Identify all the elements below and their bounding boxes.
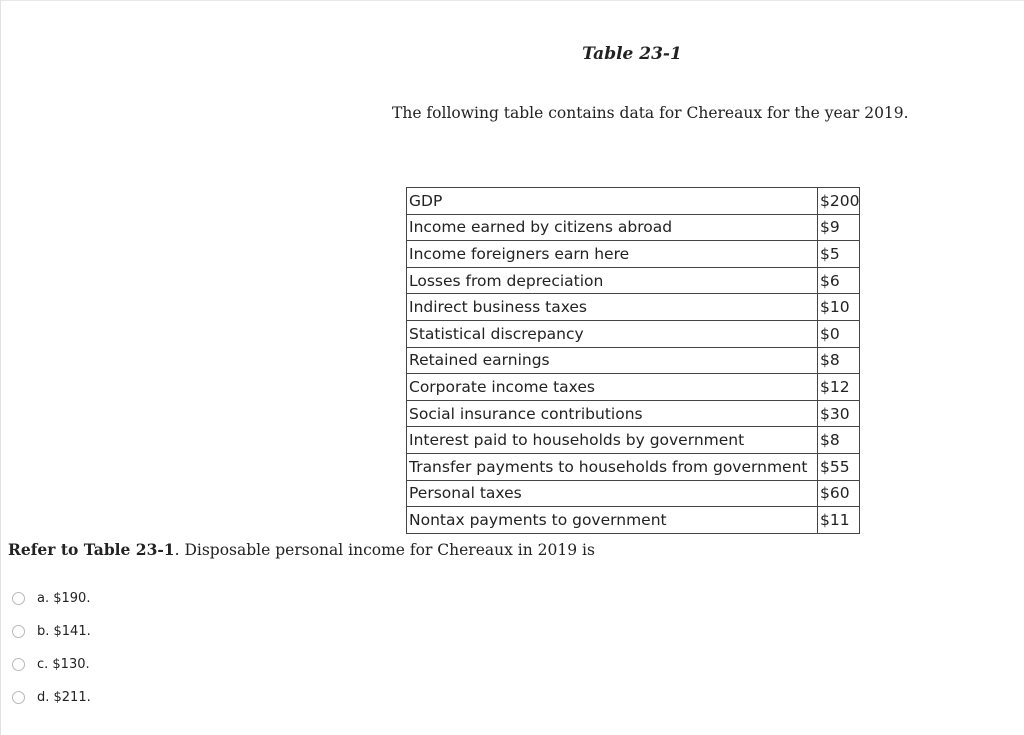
row-label: Transfer payments to households from government [407,453,818,480]
question-text [8,540,595,559]
row-value: $6 [818,267,860,294]
table-row [407,507,860,534]
table-row [407,427,860,454]
table-row [407,453,860,480]
row-label: GDP [407,188,818,215]
table-row [407,241,860,268]
national-income-table [406,187,860,534]
row-value: $60 [818,480,860,507]
answer-option-a[interactable] [12,582,91,615]
row-value: $200 [818,188,860,215]
answer-option-c[interactable] [12,648,91,681]
radio-button-d[interactable] [12,691,25,704]
row-value: $55 [818,453,860,480]
radio-button-b[interactable] [12,625,25,638]
option-label[interactable]: a. $190. [37,591,91,606]
table-row [407,374,860,401]
row-label: Retained earnings [407,347,818,374]
row-label: Indirect business taxes [407,294,818,321]
option-label[interactable]: b. $141. [37,624,91,639]
table-intro-text: The following table contains data for Chereaux for the year 2019. [392,104,909,122]
radio-button-a[interactable] [12,592,25,605]
answer-option-b[interactable] [12,615,91,648]
radio-button-c[interactable] [12,658,25,671]
left-divider [0,0,1,735]
row-value: $12 [818,374,860,401]
option-label[interactable]: d. $211. [37,690,91,705]
answer-options [12,582,91,714]
row-label: Social insurance contributions [407,400,818,427]
option-label[interactable]: c. $130. [37,657,90,672]
table-row [407,188,860,215]
row-label: Losses from depreciation [407,267,818,294]
row-value: $8 [818,427,860,454]
row-label: Income foreigners earn here [407,241,818,268]
table-row [407,214,860,241]
row-label: Statistical discrepancy [407,320,818,347]
top-divider [0,0,1024,1]
table-row [407,320,860,347]
row-value: $10 [818,294,860,321]
row-label: Nontax payments to government [407,507,818,534]
row-value: $8 [818,347,860,374]
row-label: Personal taxes [407,480,818,507]
table-row [407,400,860,427]
table-row [407,347,860,374]
table-row [407,294,860,321]
row-value: $5 [818,241,860,268]
answer-option-d[interactable] [12,681,91,714]
row-value: $0 [818,320,860,347]
row-value: $11 [818,507,860,534]
row-value: $30 [818,400,860,427]
question-reference: Refer to Table 23-1 [8,540,175,559]
question-body: . Disposable personal income for Chereaux in 2019 is [174,541,595,559]
table-row [407,267,860,294]
row-value: $9 [818,214,860,241]
row-label: Income earned by citizens abroad [407,214,818,241]
row-label: Interest paid to households by government [407,427,818,454]
row-label: Corporate income taxes [407,374,818,401]
table-row [407,480,860,507]
table-title: Table 23-1 [582,44,682,64]
